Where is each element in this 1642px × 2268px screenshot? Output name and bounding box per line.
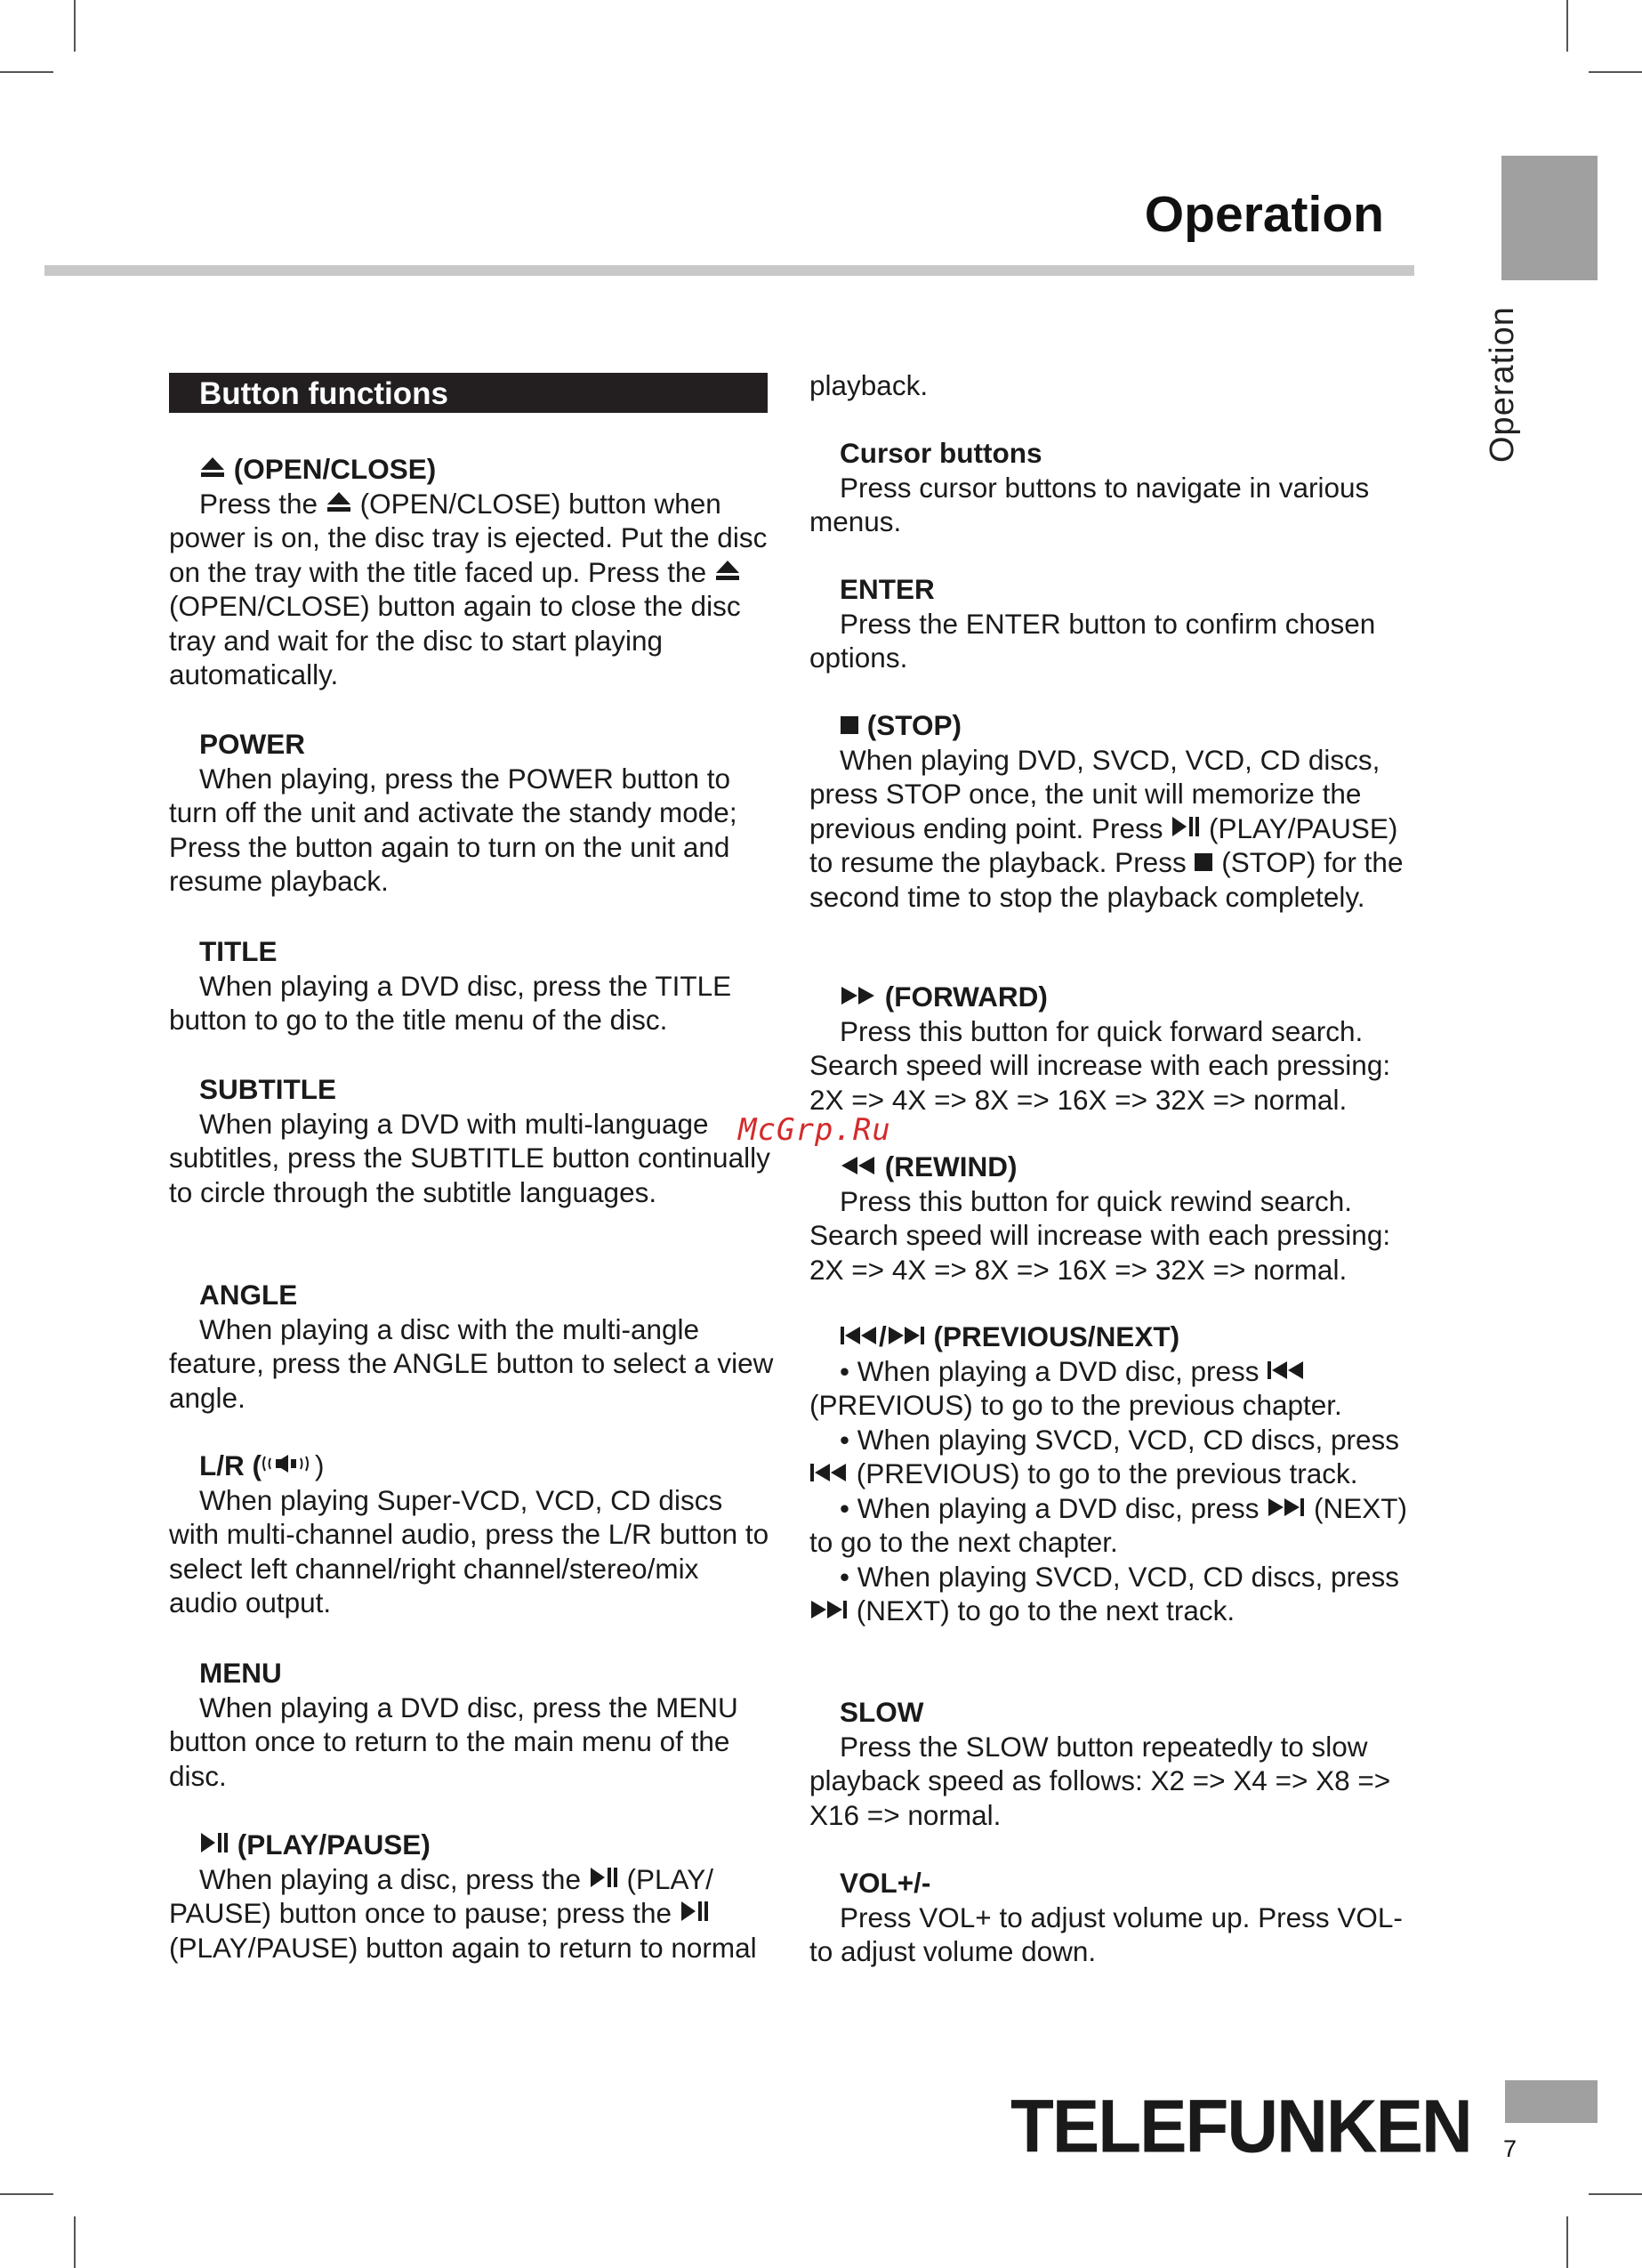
stop-icon — [840, 715, 859, 735]
subtitle-body: When playing a DVD with multi-language subtitles, press the SUBTITLE button continually to circle through the subtitle languages. — [169, 1107, 770, 1208]
play-pause-heading: (PLAY/PAUSE) — [169, 1828, 774, 1862]
page-title: Operation — [1144, 186, 1384, 243]
play-pause-icon — [680, 1900, 710, 1923]
enter-section — [809, 572, 1423, 675]
crop-mark — [74, 0, 76, 52]
angle-body: When playing a disc with the multi-angle feature, press the ANGLE button to select a view angle. — [169, 1312, 774, 1414]
open-close-section — [169, 452, 774, 692]
watermark: McGrp.Ru — [738, 1112, 891, 1148]
slow-section — [809, 1695, 1423, 1832]
power-heading: POWER — [199, 728, 306, 760]
play-pause-section — [169, 1828, 774, 1965]
lr-heading: L/R ( ) — [199, 1449, 325, 1481]
page-tab — [1505, 2080, 1598, 2123]
play-pause-body: When playing a disc, press the (PLAY/ PAUSE) button once to pause; press the (PLAY/PAUSE) button again to return to normal — [169, 1862, 757, 1964]
crop-mark — [0, 2193, 53, 2195]
rewind-heading: (REWIND) — [809, 1150, 1423, 1184]
power-body: When playing, press the POWER button to turn off the unit and activate the standy mode; Press the button again to turn on the unit and resume playback. — [169, 762, 737, 897]
side-label: Operation — [1484, 306, 1521, 463]
slow-heading: SLOW — [840, 1696, 924, 1728]
crop-mark — [1566, 0, 1568, 52]
lr-section — [169, 1449, 774, 1620]
audio-channel-icon — [262, 1452, 315, 1475]
prev-next-heading: / (PREVIOUS/NEXT) — [809, 1320, 1423, 1354]
header-rule — [44, 265, 1414, 276]
angle-heading: ANGLE — [199, 1279, 298, 1311]
continued-text: playback. — [809, 369, 929, 401]
vol-body: Press VOL+ to adjust volume up. Press VOL- to adjust volume down. — [809, 1901, 1403, 1967]
menu-section — [169, 1656, 774, 1793]
previous-icon — [1267, 1360, 1306, 1381]
crop-mark — [1566, 2216, 1568, 2268]
rewind-icon — [840, 1155, 877, 1176]
previous-icon — [840, 1325, 879, 1346]
cursor-body: Press cursor buttons to navigate in various menus. — [809, 471, 1370, 537]
next-icon — [1267, 1497, 1306, 1518]
title-body: When playing a DVD disc, press the TITLE button to go to the title menu of the disc. — [169, 969, 732, 1036]
rewind-body: Press this button for quick rewind search. Search speed will increase with each pressing: 2X => 4X => 8X => 16X => 32X => normal. — [809, 1184, 1391, 1286]
cursor-section — [809, 436, 1423, 539]
enter-heading: ENTER — [840, 573, 935, 605]
rewind-section — [809, 1150, 1423, 1287]
next-icon — [809, 1599, 849, 1620]
power-section — [169, 727, 774, 899]
play-pause-icon — [199, 1831, 229, 1854]
slow-body: Press the SLOW button repeatedly to slow playback speed as follows: X2 => X4 => X8 => X16 => normal. — [809, 1730, 1391, 1831]
crop-mark — [0, 71, 53, 73]
stop-heading: (STOP) — [809, 708, 1423, 743]
crop-mark — [1589, 71, 1642, 73]
prev-next-bullet: • When playing SVCD, VCD, CD discs, press (PREVIOUS) to go to the previous track. — [809, 1423, 1423, 1491]
prev-next-bullet: • When playing a DVD disc, press (PREVIOUS) to go to the previous chapter. — [809, 1354, 1342, 1421]
next-icon — [887, 1325, 926, 1346]
lr-body: When playing Super-VCD, VCD, CD discs with multi-channel audio, press the L/R button to select left channel/right channel/stereo/mix audio output. — [169, 1483, 769, 1618]
previous-icon — [809, 1462, 849, 1483]
menu-body: When playing a DVD disc, press the MENU button once to return to the main menu of the disc. — [169, 1691, 738, 1792]
eject-icon — [714, 559, 741, 582]
crop-mark — [74, 2216, 76, 2268]
forward-body: Press this button for quick forward search. Search speed will increase with each pressing: 2X => 4X => 8X => 16X => 32X => normal. — [809, 1014, 1391, 1116]
prev-next-bullet: • When playing a DVD disc, press (NEXT) to go to the next chapter. — [809, 1491, 1408, 1558]
prev-next-section — [809, 1320, 1423, 1628]
eject-icon — [326, 490, 352, 513]
stop-icon — [1194, 852, 1213, 872]
section-title: Button functions — [169, 373, 768, 413]
page-number: 7 — [1503, 2135, 1517, 2162]
angle-section — [169, 1278, 774, 1415]
stop-body: When playing DVD, SVCD, VCD, CD discs, press STOP once, the unit will memorize the previous ending point. Press (PLAY/PAUSE) to resume the playback. Press (STOP) for the second time to stop the playback completely. — [809, 743, 1404, 913]
forward-heading: (FORWARD) — [809, 980, 1423, 1014]
side-tab — [1501, 156, 1598, 280]
vol-section — [809, 1866, 1423, 1969]
cursor-heading: Cursor buttons — [840, 437, 1042, 469]
forward-section — [809, 980, 1423, 1117]
menu-heading: MENU — [199, 1657, 282, 1689]
stop-section — [809, 708, 1423, 914]
subtitle-section — [169, 1072, 774, 1209]
play-pause-icon — [589, 1866, 619, 1889]
title-heading: TITLE — [199, 935, 278, 967]
open-close-body: Press the (OPEN/CLOSE) button when power is on, the disc tray is ejected. Put the disc on the tray with the title faced up. Press the (OPEN/CLOSE) button again to close the disc tray and wait for the disc to start playing automatically. — [169, 487, 768, 690]
vol-heading: VOL+/- — [840, 1867, 931, 1899]
subtitle-heading: SUBTITLE — [199, 1073, 336, 1105]
crop-mark — [1589, 2193, 1642, 2195]
prev-next-bullet: • When playing SVCD, VCD, CD discs, press (NEXT) to go to the next track. — [809, 1560, 1423, 1628]
play-pause-icon — [1171, 815, 1201, 838]
brand-logo: TELEFUNKEN — [1010, 2084, 1471, 2168]
enter-body: Press the ENTER button to confirm chosen options. — [809, 607, 1376, 674]
eject-icon — [199, 456, 226, 479]
open-close-heading: (OPEN/CLOSE) — [169, 452, 774, 487]
forward-icon — [840, 985, 877, 1006]
title-section — [169, 934, 774, 1037]
